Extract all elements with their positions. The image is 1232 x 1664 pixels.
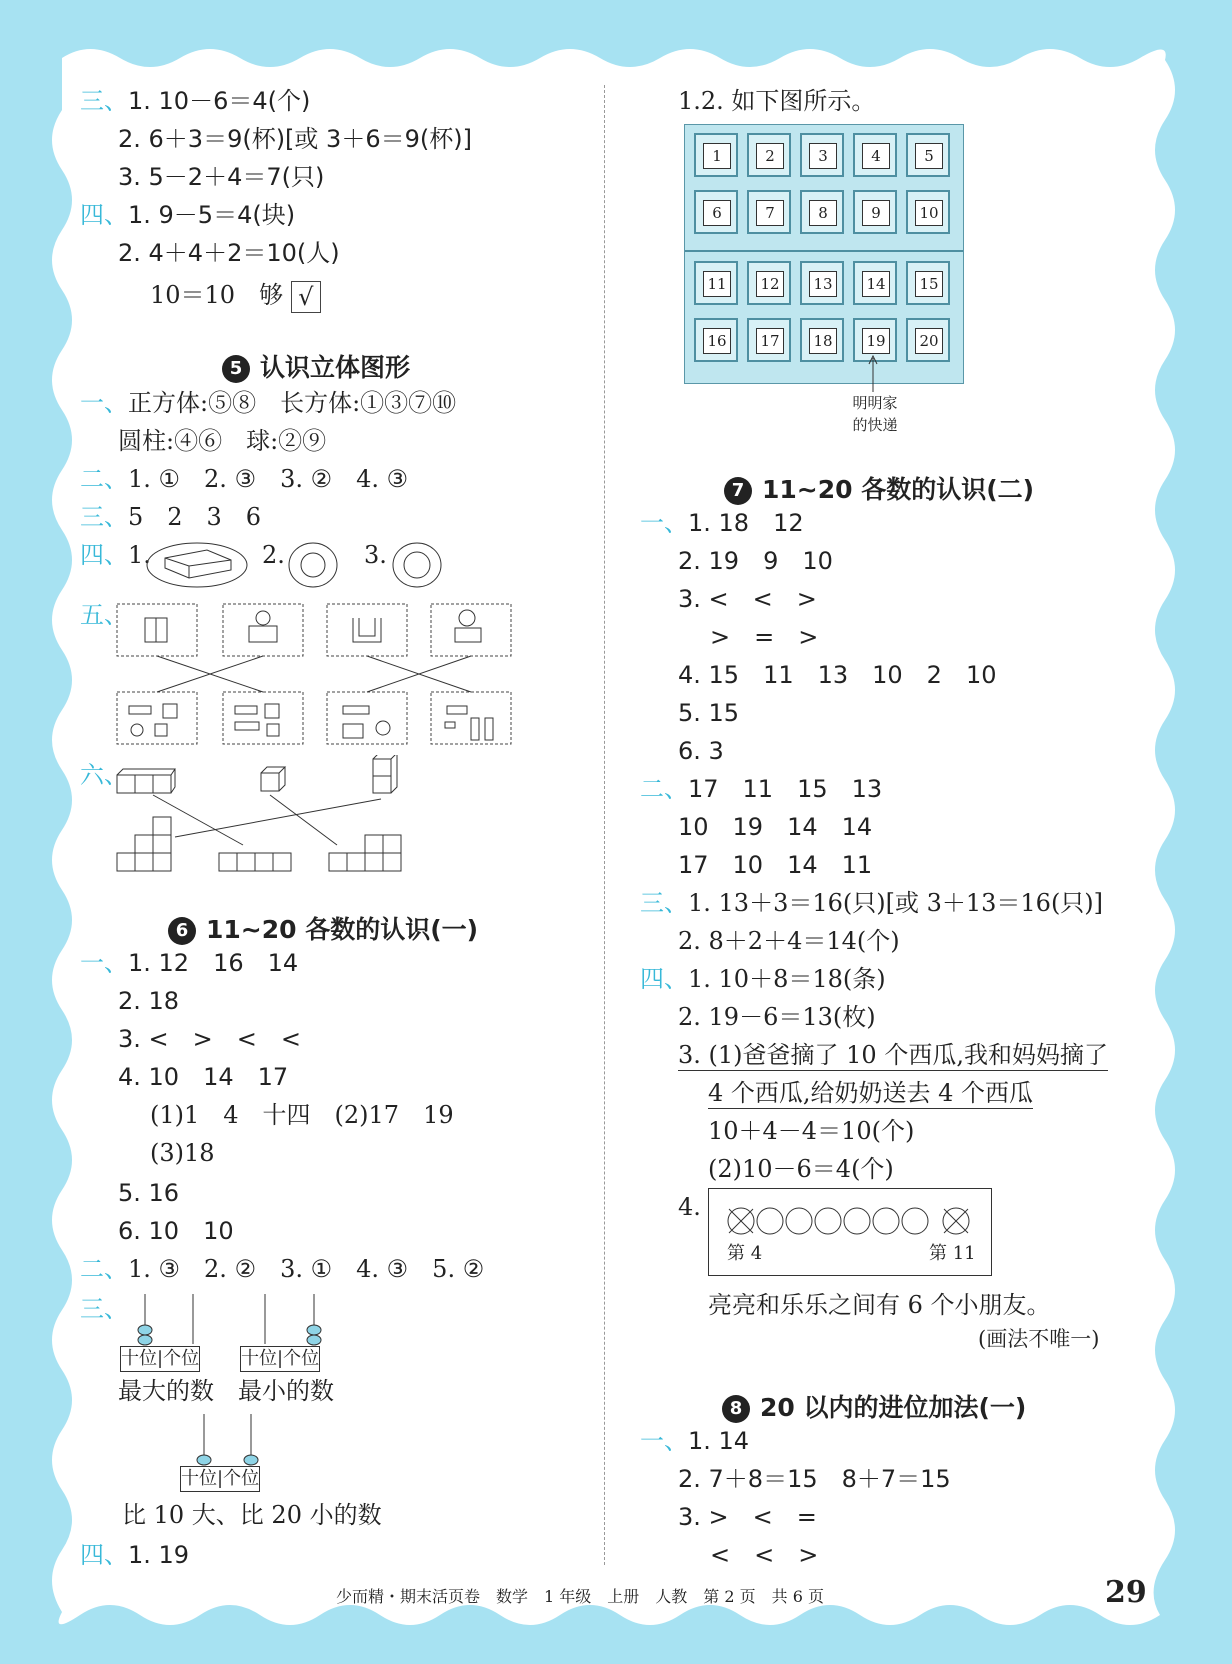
sec7-c1: 三、1. 13＋3＝16(只)[或 3＋13＝16(只)]: [640, 889, 1104, 917]
locker-cell: 12: [747, 261, 791, 305]
pos11-label: 第 11: [929, 1243, 976, 1264]
sec7-d4-note: (画法不唯一): [978, 1327, 1100, 1351]
locker-cell: 9: [853, 190, 897, 234]
sec8-a1: 一、1. 14: [640, 1427, 750, 1455]
abacus-max: 十位|个位: [120, 1346, 200, 1372]
sec7-a1: 一、1. 18 12: [640, 509, 804, 537]
locker-cell: 11: [694, 261, 738, 305]
sec7-c2: 2. 8＋2＋4＝14(个): [678, 927, 900, 955]
sec6-a3: 3. < > < <: [118, 1025, 301, 1053]
s4-line2: 2. 4＋4＋2＝10(人): [118, 239, 340, 267]
locker-cell: 17: [747, 318, 791, 362]
sec7-d2: 2. 19－6＝13(枚): [678, 1003, 876, 1031]
sec6-a6: (3)18: [150, 1139, 215, 1167]
s4-line1: 四、1. 9－5＝4(块): [80, 201, 296, 229]
sec5-l4: 三、5 2 3 6: [80, 503, 262, 531]
section8-title: 8 20 以内的进位加法(一): [722, 1388, 1026, 1424]
sec8-a4: < < >: [710, 1541, 819, 1569]
locker-cell: 16: [694, 318, 738, 362]
sec6-a5: (1)1 4 十四 (2)17 19: [150, 1101, 454, 1129]
locker-cell: 18: [800, 318, 844, 362]
locker-cell: 2: [747, 133, 791, 177]
sec6-a8: 6. 10 10: [118, 1217, 234, 1245]
sec5-l6-label: 五、: [80, 601, 128, 629]
locker-cell: 4: [853, 133, 897, 177]
s3-line2: 2. 6＋3＝9(杯)[或 3＋6＝9(杯)]: [118, 125, 472, 153]
footer-text: 少而精・期末活页卷 数学 1 年级 上册 人教 第 2 页 共 6 页: [336, 1587, 824, 1606]
locker-cell: 7: [747, 190, 791, 234]
sec6-a7: 5. 16: [118, 1179, 180, 1207]
sec5-l5b: 2.: [262, 541, 285, 569]
sec6-a1: 一、1. 12 16 14: [80, 949, 299, 977]
locker-cell: 8: [800, 190, 844, 234]
column-divider: [604, 85, 605, 1565]
locker-cell: 5: [906, 133, 950, 177]
sec7-a6: 5. 15: [678, 699, 740, 727]
sec5-l5: 四、1.: [80, 541, 151, 569]
sec5-l7-label: 六、: [80, 761, 128, 789]
sec7-d3c: 10＋4－4＝10(个): [708, 1117, 915, 1145]
label-max: 最大的数: [118, 1377, 214, 1405]
locker-cell: 14: [853, 261, 897, 305]
sec8-a2: 2. 7＋8＝15 8＋7＝15: [678, 1465, 951, 1493]
page-number: 29: [1105, 1575, 1147, 1610]
sec6-a4: 4. 10 14 17: [118, 1063, 289, 1091]
sec7-d1: 四、1. 10＋8＝18(条): [640, 965, 886, 993]
sec5-l5c: 3.: [364, 541, 387, 569]
sec5-l2: 圆柱:④⑥ 球:②⑨: [118, 427, 327, 455]
locker-cell: 1: [694, 133, 738, 177]
locker-cell: 19: [853, 318, 897, 362]
abacus-rods: [118, 1290, 378, 1348]
sec7-b1: 二、17 11 15 13: [640, 775, 883, 803]
abacus-rods-2: [178, 1410, 278, 1466]
sec7-a5: 4. 15 11 13 10 2 10: [678, 661, 997, 689]
matching-figure-5: [115, 600, 525, 750]
sec7-d4: 4.: [678, 1193, 701, 1221]
locker-cell: 6: [694, 190, 738, 234]
sec7-d4-answer: 亮亮和乐乐之间有 6 个小朋友。: [708, 1291, 1051, 1319]
matching-figure-6: [115, 755, 415, 875]
sec6-d1: 四、1. 19: [80, 1541, 190, 1569]
sec7-a3: 3. < < >: [678, 585, 817, 613]
s4-line3: 10＝10 够 √: [150, 280, 321, 313]
sec7-a4: > = >: [710, 623, 819, 651]
sec8-a3: 3. > < =: [678, 1503, 817, 1531]
sec7-a2: 2. 19 9 10: [678, 547, 833, 575]
section5-title: 5 认识立体图形: [222, 348, 410, 384]
locker-cell: 10: [906, 190, 950, 234]
sec7-d3b: 4 个西瓜,给奶奶送去 4 个西瓜: [708, 1079, 1034, 1107]
sec7-d3a: 3. (1)爸爸摘了 10 个西瓜,我和妈妈摘了: [678, 1041, 1108, 1069]
sec5-l3: 二、1. ① 2. ③ 3. ② 4. ③: [80, 465, 409, 493]
arrow-icon: [868, 354, 878, 394]
sec5-l1: 一、正方体:⑤⑧ 长方体:①③⑦⑩: [80, 389, 457, 417]
section6-title: 6 11~20 各数的认识(一): [168, 910, 478, 946]
abacus-min: 十位|个位: [240, 1346, 320, 1372]
label-between: 比 10 大、比 20 小的数: [122, 1501, 382, 1529]
locker-cell: 3: [800, 133, 844, 177]
delivery-note: 明明家 的快递: [852, 394, 898, 434]
s3-line3: 3. 5－2＋4＝7(只): [118, 163, 325, 191]
sec7-b3: 17 10 14 11: [678, 851, 873, 879]
locker-grid: [684, 124, 964, 384]
s3-line1: 三、1. 10－6＝4(个): [80, 87, 311, 115]
sec7-a7: 6. 3: [678, 737, 724, 765]
children-row-box: [708, 1188, 992, 1276]
sec6-a2: 2. 18: [118, 987, 180, 1015]
abacus-between: 十位|个位: [180, 1466, 260, 1492]
locker-cell: 15: [906, 261, 950, 305]
sec7-d3d: (2)10－6＝4(个): [708, 1155, 894, 1183]
locker-cell: 13: [800, 261, 844, 305]
sec6-c-label: 三、: [80, 1295, 128, 1323]
check-box: √: [291, 281, 321, 313]
sec7-b2: 10 19 14 14: [678, 813, 873, 841]
section7-title: 7 11~20 各数的认识(二): [724, 470, 1034, 506]
shape-answers-figure: [145, 540, 445, 590]
sec6-b1: 二、1. ③ 2. ② 3. ① 4. ③ 5. ②: [80, 1255, 485, 1283]
locker-cell: 20: [906, 318, 950, 362]
label-min: 最小的数: [238, 1377, 334, 1405]
pos4-label: 第 4: [727, 1243, 763, 1264]
grid-intro: 1.2. 如下图所示。: [678, 87, 876, 115]
